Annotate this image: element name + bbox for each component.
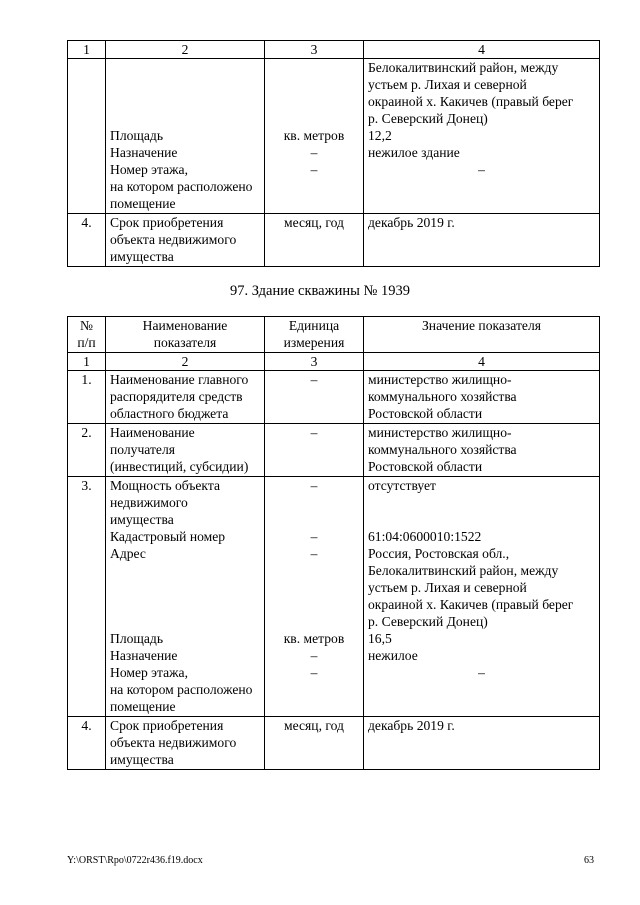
table-row	[68, 477, 600, 717]
name-line: Площадь	[110, 631, 164, 646]
row-number: 4.	[68, 214, 106, 267]
table-row	[68, 424, 600, 477]
name-line: Кадастровый номер	[110, 529, 226, 544]
name-line: объекта недвижимого	[110, 735, 237, 750]
col-num-2: 2	[106, 353, 265, 371]
name-line: Срок приобретения	[110, 718, 224, 733]
name-line: областного бюджета	[110, 406, 229, 421]
value-line: коммунального хозяйства	[368, 442, 517, 457]
name-line: на котором расположено	[110, 682, 253, 697]
unit-cell: месяц, год	[265, 717, 364, 770]
floor-value: –	[478, 665, 485, 680]
name-line: Назначение	[110, 648, 178, 663]
value-cell	[364, 371, 600, 424]
name-line: Наименование	[110, 425, 195, 440]
unit-line: кв. метров	[283, 631, 345, 646]
unit-line: –	[310, 665, 318, 680]
floor-value: –	[478, 162, 485, 177]
name-line: Номер этажа,	[110, 162, 188, 177]
unit-line: –	[310, 145, 318, 160]
column-number-row	[68, 353, 600, 371]
page-number: 63	[584, 855, 594, 866]
name-line: недвижимого	[110, 495, 188, 510]
name-line: имущества	[110, 249, 174, 264]
row-number: 3.	[68, 477, 106, 717]
value-line: 16,5	[368, 631, 392, 646]
unit-cell: –	[265, 424, 364, 477]
value-line: нежилое	[368, 648, 418, 663]
name-line: распорядителя средств	[110, 389, 243, 404]
table-row	[68, 371, 600, 424]
table-row	[68, 717, 600, 770]
name-line: Срок приобретения	[110, 215, 224, 230]
table-row	[68, 59, 600, 214]
value-line: 12,2	[368, 128, 392, 143]
value-line: устьем р. Лихая и северной	[368, 77, 527, 92]
col-num-3: 3	[265, 41, 364, 59]
col-num-1: 1	[68, 353, 106, 371]
value-cell	[364, 477, 600, 717]
value-line: окраиной х. Какичев (правый берег	[368, 597, 574, 612]
value-line: Ростовской области	[368, 459, 483, 474]
value-line: р. Северский Донец)	[368, 111, 488, 126]
col-num-1: 1	[68, 41, 106, 59]
header-line: №	[80, 318, 93, 333]
unit-line: –	[310, 478, 318, 493]
col-num-4: 4	[364, 41, 600, 59]
unit-cell	[265, 59, 364, 214]
unit-line: –	[310, 162, 318, 177]
value-line: Белокалитвинский район, между	[368, 60, 559, 75]
indicator-name	[106, 717, 265, 770]
name-line: Площадь	[110, 128, 164, 143]
unit-cell: –	[265, 371, 364, 424]
header-line: показателя	[153, 335, 217, 350]
value-cell: декабрь 2019 г.	[364, 214, 600, 267]
value-line: отсутствует	[368, 478, 437, 493]
value-line: Россия, Ростовская обл.,	[368, 546, 510, 561]
col-num-3: 3	[265, 353, 364, 371]
unit-line: –	[310, 546, 318, 561]
indicator-name	[106, 214, 265, 267]
value-line: нежилое здание	[368, 145, 460, 160]
indicator-name	[106, 477, 265, 717]
value-line: Белокалитвинский район, между	[368, 563, 559, 578]
indicator-name	[106, 59, 265, 214]
header-line: п/п	[77, 335, 96, 350]
value-cell: декабрь 2019 г.	[364, 717, 600, 770]
unit-cell: месяц, год	[265, 214, 364, 267]
row-number: 4.	[68, 717, 106, 770]
row-number: 1.	[68, 371, 106, 424]
row-number	[68, 59, 106, 214]
name-line: помещение	[110, 196, 176, 211]
name-line: Адрес	[110, 546, 146, 561]
row-number: 2.	[68, 424, 106, 477]
name-line: (инвестиций, субсидии)	[110, 459, 249, 474]
name-line: Назначение	[110, 145, 178, 160]
table-row	[68, 214, 600, 267]
value-line: устьем р. Лихая и северной	[368, 580, 527, 595]
unit-line: кв. метров	[283, 128, 345, 143]
name-line: Номер этажа,	[110, 665, 188, 680]
value-cell	[364, 424, 600, 477]
value-line: министерство жилищно-	[368, 425, 512, 440]
value-line: р. Северский Донец)	[368, 614, 488, 629]
indicator-table	[67, 316, 600, 770]
header-num	[68, 317, 106, 353]
footer-file-path: Y:\ORST\Rpo\0722r436.f19.docx	[67, 855, 203, 866]
header-line: измерения	[283, 335, 345, 350]
name-line: получателя	[110, 442, 176, 457]
unit-cell	[265, 477, 364, 717]
value-cell	[364, 59, 600, 214]
value-line: окраиной х. Какичев (правый берег	[368, 94, 574, 109]
value-line: коммунального хозяйства	[368, 389, 517, 404]
header-name	[106, 317, 265, 353]
value-line: 61:04:0600010:1522	[368, 529, 482, 544]
value-line: министерство жилищно-	[368, 372, 512, 387]
value-line: Ростовской области	[368, 406, 483, 421]
header-value: Значение показателя	[364, 317, 600, 353]
name-line: объекта недвижимого	[110, 232, 237, 247]
name-line: имущества	[110, 512, 174, 527]
header-line: Единица	[288, 318, 340, 333]
indicator-name	[106, 424, 265, 477]
name-line: помещение	[110, 699, 176, 714]
col-num-4: 4	[364, 353, 600, 371]
name-line: Наименование главного	[110, 372, 249, 387]
name-line: Мощность объекта	[110, 478, 220, 493]
col-num-2: 2	[106, 41, 265, 59]
header-line: Наименование	[142, 318, 228, 333]
unit-line: –	[310, 648, 318, 663]
name-line: имущества	[110, 752, 174, 767]
continued-table	[67, 40, 600, 267]
column-number-row	[68, 41, 600, 59]
indicator-name	[106, 371, 265, 424]
header-row	[68, 317, 600, 353]
header-unit	[265, 317, 364, 353]
unit-line: –	[310, 529, 318, 544]
name-line: на котором расположено	[110, 179, 253, 194]
section-title: 97. Здание скважины № 1939	[230, 283, 410, 299]
